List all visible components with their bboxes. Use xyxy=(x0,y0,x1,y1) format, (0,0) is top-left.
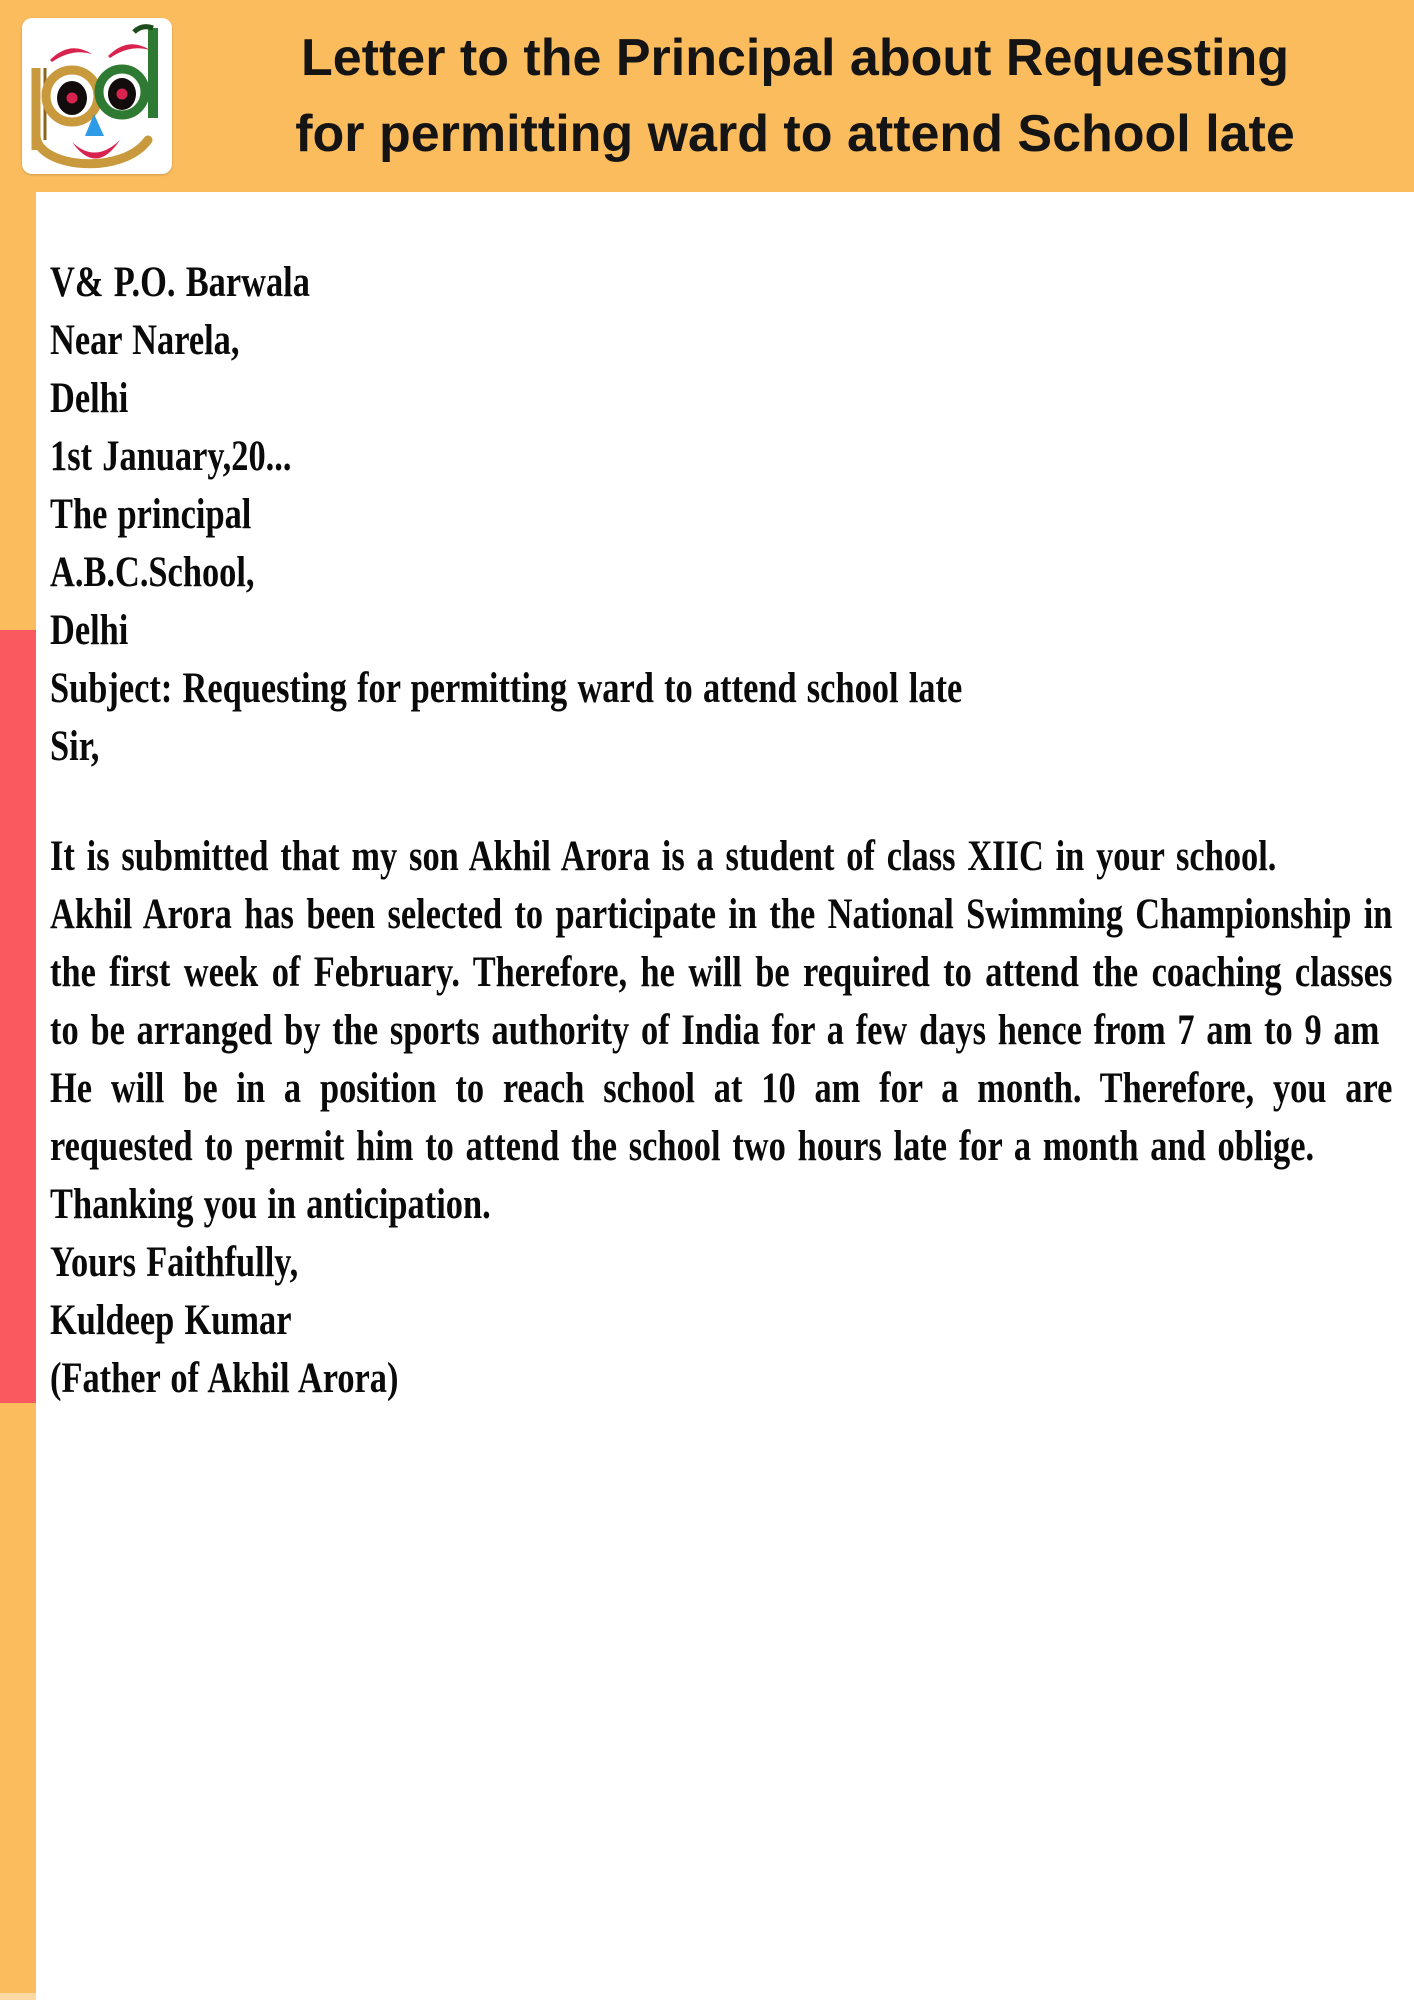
recipient-line: A.B.C.School, xyxy=(50,549,255,596)
subject-line: Subject: Requesting for permitting ward to attend school late xyxy=(50,665,963,712)
left-strip-orange-cap xyxy=(0,1993,36,2000)
recipient-line: Delhi xyxy=(50,607,129,654)
body-paragraph: He will be in a position to reach school at 10 am for a month. Therefore, you are requested to permit him to attend the school two hours late for a month and oblige. xyxy=(50,1065,1393,1170)
closing-line: (Father of Akhil Arora) xyxy=(50,1355,399,1402)
sender-line: Delhi xyxy=(50,375,129,422)
left-strip-red xyxy=(0,630,36,1403)
logo xyxy=(22,18,172,174)
letter-body xyxy=(50,192,1392,1408)
sender-line: Near Narela, xyxy=(50,317,240,364)
page-title xyxy=(190,10,1400,182)
salutation: Sir, xyxy=(50,723,100,770)
body-paragraph: Akhil Arora has been selected to participate in the National Swimming Championship in the first week of February. Therefore, he will be required to attend the coaching classes to be arranged by the sports authority of India for a few days hence from 7 am to 9 am xyxy=(50,891,1393,1054)
left-strip-orange-top xyxy=(0,192,36,630)
body-paragraph: Thanking you in anticipation. xyxy=(50,1181,491,1228)
left-strip-orange-bottom xyxy=(0,1403,36,1993)
pd-face-logo-icon xyxy=(22,18,172,174)
closing-line: Yours Faithfully, xyxy=(50,1239,299,1286)
body-paragraph: It is submitted that my son Akhil Arora is a student of class XIIC in your school. xyxy=(50,833,1277,880)
sender-line: V& P.O. Barwala xyxy=(50,259,310,306)
closing-line: Kuldeep Kumar xyxy=(50,1297,292,1344)
page-title-line1: Letter to the Principal about Requesting xyxy=(300,29,1290,87)
page-title-line2: for permitting ward to attend School late xyxy=(295,105,1295,163)
date-line: 1st January,20... xyxy=(50,433,292,480)
recipient-line: The principal xyxy=(50,491,252,538)
header-band xyxy=(0,0,1414,192)
